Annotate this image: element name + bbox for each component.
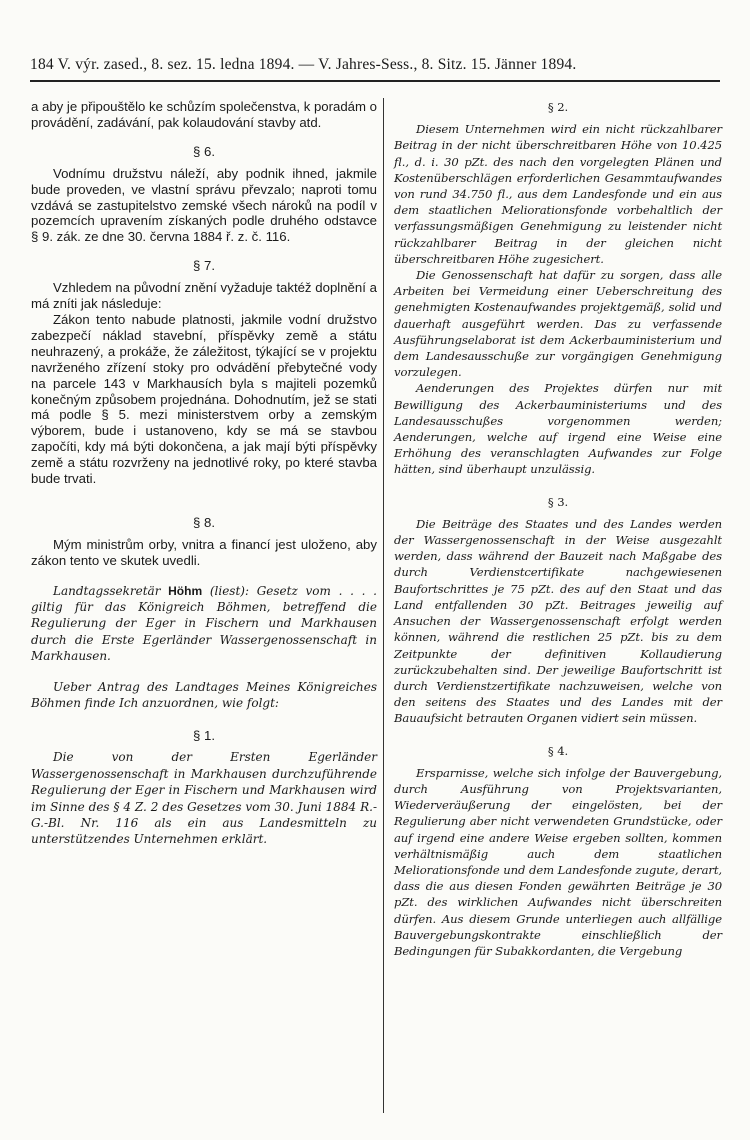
section-7-heading: § 7. xyxy=(193,258,215,274)
section-7-text-1: Vzhledem na původní znění vyžaduje taktéž doplnění a má zníti jak následuje: xyxy=(31,280,377,312)
right-column-german xyxy=(394,99,722,959)
section-1-text: Die von der Ersten Egerländer Wassergenossenschaft in Markhausen durchzuführende Regulierung der Eger in Fischern und Markhausen wird im Sinne des § 4 Z. 2 des Gesetzes vom 30. Juni 1884 R.-G.-Bl. Nr. 116 als ein aus Landesmitteln zu unterstützendes Unternehmen erklärt. xyxy=(31,750,377,847)
section-4-heading: § 4. xyxy=(547,743,569,758)
section-6-heading: § 6. xyxy=(193,143,215,159)
reader-name: Höhm xyxy=(168,583,203,598)
section-7-text-2: Zákon tento nabude platnosti, jakmile vodní družstvo zabezpečí náklad stavební, příspěvky země a státu neuhrazený, a prokáže, že záležitost, týkající se v projektu navrženého zřízení stoky pro odvádění přebytečné vody na parcele 143 v Markhausích byla s majiteli pozemků konečným způsobem projednána. Dohodnutím, jež se stati má podle § 5. mezi ministerstvem orby a zemským výborem, bude i ustanoveno, kdy se má se stavbou započíti, kdy má býti dokončena, a jak mají býti příspěvky země a státu rozvrženy na jednotlivé roky, po které stavba bude trvati. xyxy=(31,311,377,487)
reading-text: (liest): Gesetz vom . . . . giltig für das Königreich Böhmen, betreffend die Regulierung der Eger in Fischern und Markhausen durch die Erste Egerländer Wassergenossenschaft in Markhausen. xyxy=(31,583,377,664)
antrag-paragraph: Ueber Antrag des Landtages Meines Königreiches Böhmen finde Ich anzuordnen, wie folgt: xyxy=(31,679,377,711)
page-header: 184 V. výr. zased., 8. sez. 15. ledna 1894. — V. Jahres-Sess., 8. Sitz. 15. Jänner 1894. xyxy=(30,56,577,73)
section-3-heading: § 3. xyxy=(547,494,569,509)
column-divider xyxy=(383,98,384,1113)
section-1-heading: § 1. xyxy=(193,727,215,743)
section-2-heading: § 2. xyxy=(547,100,569,114)
section-4-text: Ersparnisse, welche sich infolge der Bauvergebung, durch Ausführung von Projektsvarianten, Wiederveräußerung der eingelösten, bei der Regulierung aber nicht verwendeten Grundstücke, oder auf irgend eine andere Weise ergeben sollten, kommen verhältnismäßig auch dem staatlichen Meliorationsfonde und dem Landesfonde zugute, derart, dass die aus diesen Fonden gewährten Beiträge je 30 pZt. des wirklichen Aufwandes nicht überschreiten dürfen. Aus diesem Grunde unterliegen auch allfällige Bauvergebungskontrakte einschließlich der Bedingungen für Subakkordanten, die Vergebung xyxy=(394,765,722,958)
left-column-czech xyxy=(31,99,377,848)
reading-paragraph xyxy=(31,583,377,665)
header-rule xyxy=(30,80,720,82)
section-2-text-3: Aenderungen des Projektes dürfen nur mit Bewilligung des Ackerbauministeriums und des Landesausschußes vorgenommen werden; Aenderungen, welche auf irgend eine Weise eine Erhöhung des veranschlagten Aufwandes zur Folge hätten, sind überhaupt unzulässig. xyxy=(394,381,722,477)
section-6-text: Vodnímu družstvu náleží, aby podnik ihned, jakmile bude proveden, ve vlastní správu převzalo; naproti tomu vzdává se zastupitelstvo zemské všech nároků na podíl v pozemcích upravením získaných podle druhého odstavce § 9. zák. ze dne 30. června 1884 ř. z. č. 116. xyxy=(31,165,377,245)
section-2-text-1: Diesem Unternehmen wird ein nicht rückzahlbarer Beitrag in der nicht überschreitbaren Höhe von 10.425 fl., d. i. 30 pZt. des nach den vorgelegten Plänen und Kostenüberschlägen erforderlichen Gesammtaufwandes von rund 34.750 fl., aus dem Landesfonde und ein aus dem staatlichen Meliorationsfonde vorbehaltlich der verfassungsmäßigen Genehmigung zu leistender nicht rückzahlbarer Beitrag in der gleichen nicht überschreitbaren Höhe zugesichert. xyxy=(394,122,722,266)
intro-paragraph: a aby je připouštělo ke schůzím společenstva, k poradám o provádění, zadávání, pak kolaudování stavby atd. xyxy=(31,99,377,130)
section-8-text: Mým ministrům orby, vnitra a financí jest uloženo, aby zákon tento ve skutek uvedli. xyxy=(31,536,377,568)
reader-title: Landtagssekretär xyxy=(53,583,161,598)
section-3-text: Die Beiträge des Staates und des Landes werden der Wassergenossenschaft in der Weise ausgezahlt werden, dass während der Bauzeit nach Maßgabe des durch Verdienstcertifikate nachgewiesenen Baufortschrittes je 75 pZt. des auf den Staat und das Land entfallenden 30 pZt. Beitrages jeweilig auf Ansuchen der Wassergenossenschaft erfolgt werden können, während die restlichen 25 pZt. bis zu dem Zeitpunkte der definitiven Kollaudierung zurückzubehalten sind. Der jeweilige Baufortschritt ist durch Verdienstzertifikate nachzuweisen, welche von den seitens des Staates und des Landes mit der Bauaufsicht betrauten Organen vidiert sein müssen. xyxy=(394,516,722,726)
section-2-text-2: Die Genossenschaft hat dafür zu sorgen, dass alle Arbeiten bei Vermeidung einer Ueberschreitung des genehmigten Kostenaufwandes projektgemäß, solid und dauerhaft ausgeführt werden. Das zu verfassende Ausführungselaborat ist dem Ackerbauministerium und dem Landesausschuße zur vorgängigen Genehmigung vorzulegen. xyxy=(394,268,722,380)
section-8-heading: § 8. xyxy=(193,514,215,530)
